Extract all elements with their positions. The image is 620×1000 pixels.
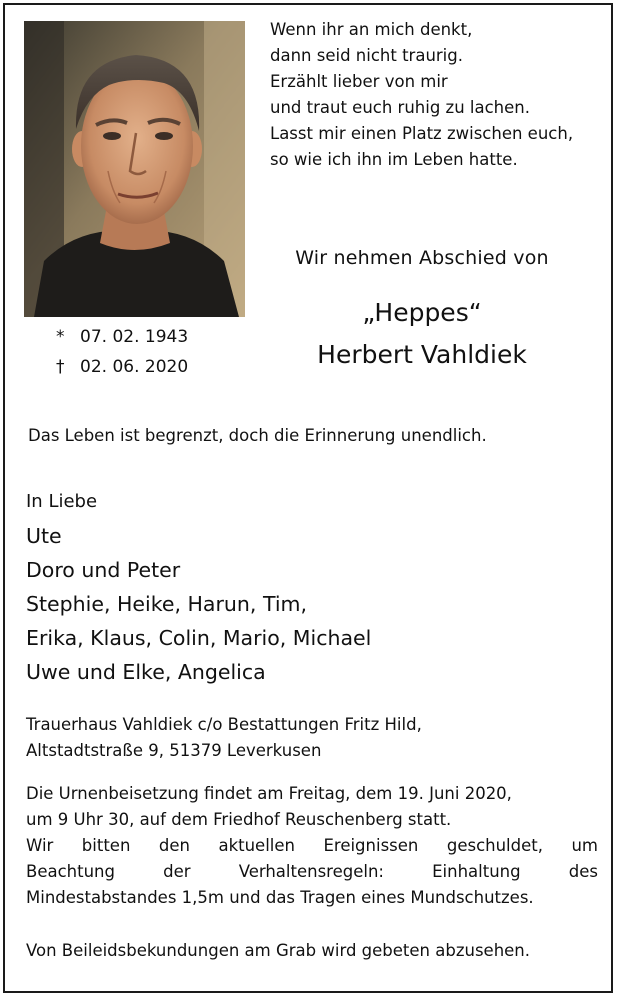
- death-cross-icon: †: [56, 357, 65, 377]
- poem-line: Wenn ihr an mich denkt,: [270, 20, 473, 39]
- deceased-nickname: „Heppes“: [362, 298, 482, 327]
- poem-line: Lasst mir einen Platz zwischen euch,: [270, 124, 574, 143]
- mourner-line: Uwe und Elke, Angelica: [26, 660, 266, 684]
- poem: [270, 17, 600, 173]
- poem-line: dann seid nicht traurig.: [270, 46, 463, 65]
- mourner-line: Doro und Peter: [26, 558, 181, 582]
- closing-note: Von Beileidsbekundungen am Grab wird gebeten abzusehen.: [26, 941, 531, 960]
- deceased-name: Herbert Vahldiek: [317, 340, 527, 369]
- farewell-heading: Wir nehmen Abschied von: [295, 247, 549, 269]
- portrait-illustration: [24, 21, 245, 317]
- address-line: Altstadtstraße 9, 51379 Leverkusen: [26, 741, 322, 760]
- funeral-line: Die Urnenbeisetzung findet am Freitag, dem 19. Juni 2020,: [26, 784, 512, 803]
- funeral-details: [26, 781, 598, 911]
- mourners-list: [26, 519, 371, 689]
- portrait-photo: [24, 21, 245, 317]
- funeral-line: Mindestabstandes 1,5m und das Tragen eines Mundschutzes.: [26, 888, 534, 907]
- in-love-label: In Liebe: [26, 491, 98, 512]
- life-dates: [56, 322, 188, 382]
- mourner-line: Stephie, Heike, Harun, Tim,: [26, 592, 308, 616]
- poem-line: und traut euch ruhig zu lachen.: [270, 98, 530, 117]
- birth-date: 07. 02. 1943: [80, 327, 189, 347]
- address-line: Trauerhaus Vahldiek c/o Bestattungen Fritz Hild,: [26, 715, 422, 734]
- poem-line: Erzählt lieber von mir: [270, 72, 448, 91]
- death-date: 02. 06. 2020: [80, 357, 189, 377]
- poem-line: so wie ich ihn im Leben hatte.: [270, 150, 518, 169]
- mourner-line: Ute: [26, 524, 62, 548]
- memorial-quote: Das Leben ist begrenzt, doch die Erinnerung unendlich.: [28, 426, 487, 445]
- funeral-line: um 9 Uhr 30, auf dem Friedhof Reuschenberg statt.: [26, 810, 452, 829]
- birth-date-row: [56, 322, 188, 352]
- birth-star-icon: *: [56, 327, 65, 347]
- funeral-line: Wir bitten den aktuellen Ereignissen geschuldet, um: [26, 836, 598, 855]
- mourner-line: Erika, Klaus, Colin, Mario, Michael: [26, 626, 372, 650]
- death-date-row: [56, 352, 188, 382]
- mourning-address: [26, 712, 422, 764]
- funeral-line: Beachtung der Verhaltensregeln: Einhaltung des: [26, 862, 598, 881]
